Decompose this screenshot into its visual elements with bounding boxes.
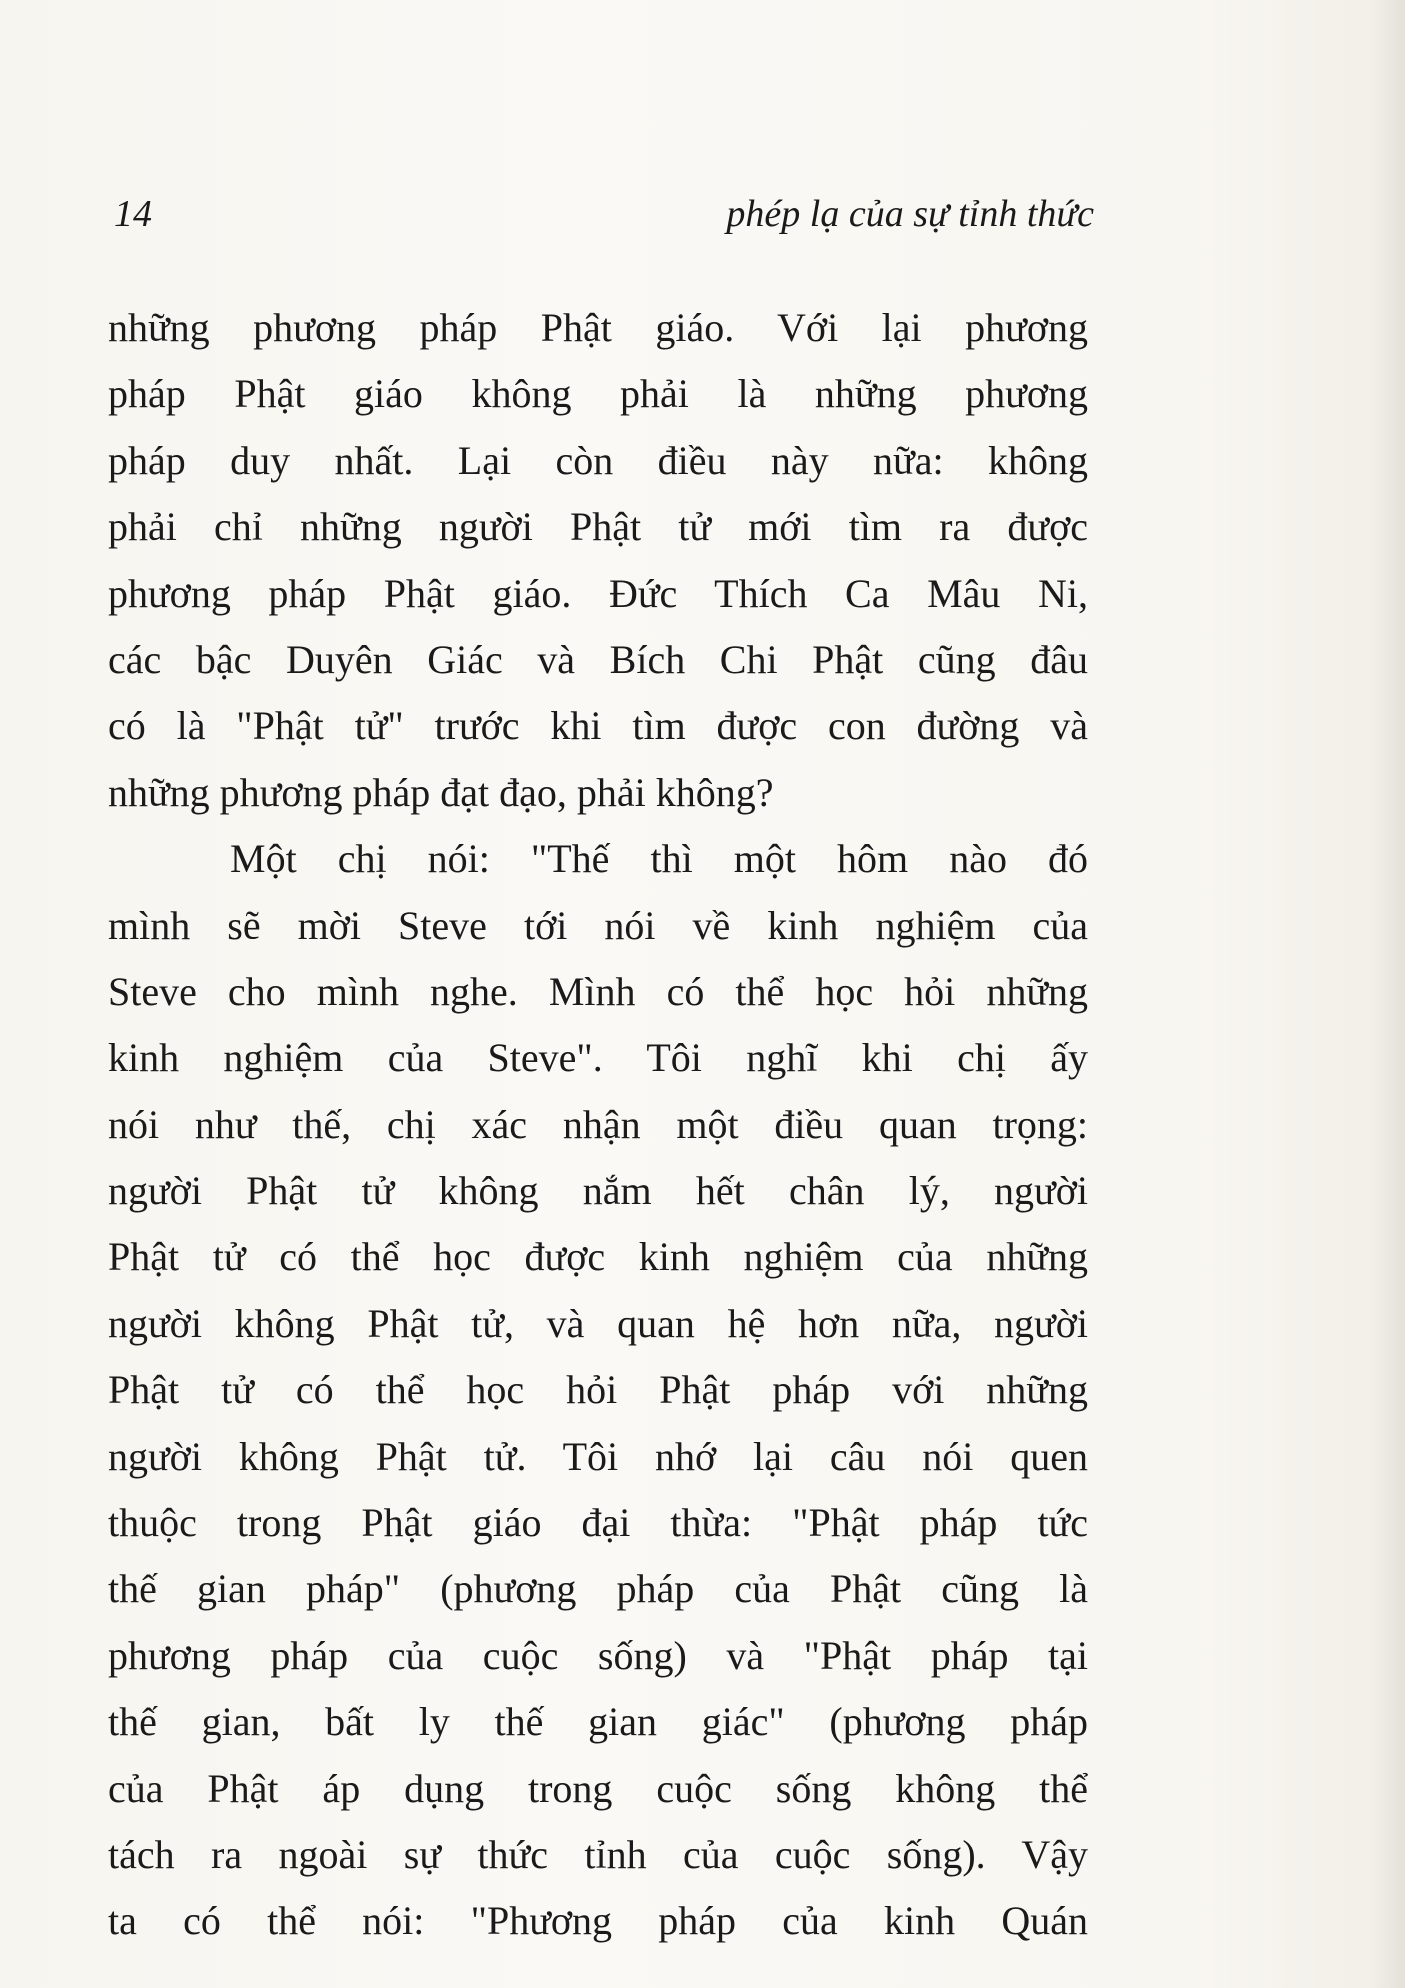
text-line: pháp duy nhất. Lại còn điều này nữa: không [108,437,1088,483]
text-line: tách ra ngoài sự thức tỉnh của cuộc sống). Vậy [108,1831,1088,1877]
text-line: người Phật tử không nắm hết chân lý, người [108,1168,1088,1214]
text-line: ta có thể nói: "Phương pháp của kinh Quán [108,1898,1088,1944]
page-number: 14 [114,193,152,235]
text-line: những phương pháp đạt đạo, phải không? [108,769,774,815]
running-title: phép lạ của sự tỉnh thức [726,193,1094,235]
text-line: thế gian, bất ly thế gian giác" (phương pháp [108,1699,1088,1745]
text-line: thế gian pháp" (phương pháp của Phật cũng là [108,1566,1088,1612]
text-line: phải chỉ những người Phật tử mới tìm ra được [108,504,1088,550]
text-line: thuộc trong Phật giáo đại thừa: "Phật pháp tức [108,1500,1088,1546]
text-line: kinh nghiệm của Steve". Tôi nghĩ khi chị ấy [108,1035,1088,1081]
text-line: phương pháp của cuộc sống) và "Phật pháp tại [108,1632,1088,1678]
text-line: những phương pháp Phật giáo. Với lại phương [108,305,1088,350]
text-line: Phật tử có thể học hỏi Phật pháp với những [108,1367,1088,1413]
paragraph-2 [108,826,1088,1955]
text-line: Phật tử có thể học được kinh nghiệm của những [108,1234,1088,1280]
page-edge-shadow [1371,0,1405,1988]
text-line: Steve cho mình nghe. Mình có thể học hỏi những [108,968,1088,1014]
text-line: các bậc Duyên Giác và Bích Chi Phật cũng đâu [108,636,1088,682]
text-line: phương pháp Phật giáo. Đức Thích Ca Mâu Ni, [108,570,1088,616]
text-line: người không Phật tử, và quan hệ hơn nữa, người [108,1300,1088,1346]
text-line: của Phật áp dụng trong cuộc sống không thể [108,1765,1088,1811]
text-line: pháp Phật giáo không phải là những phương [108,371,1088,417]
text-line: có là "Phật tử" trước khi tìm được con đường và [108,703,1088,749]
text-line: mình sẽ mời Steve tới nói về kinh nghiệm của [108,902,1088,948]
text-line: người không Phật tử. Tôi nhớ lại câu nói quen [108,1433,1088,1479]
text-line: Một chị nói: "Thế thì một hôm nào đó [230,836,1088,882]
text-line: nói như thế, chị xác nhận một điều quan trọng: [108,1101,1088,1147]
paragraph-1 [108,295,1088,826]
body-text [108,295,1088,1955]
page-header [114,192,1094,252]
